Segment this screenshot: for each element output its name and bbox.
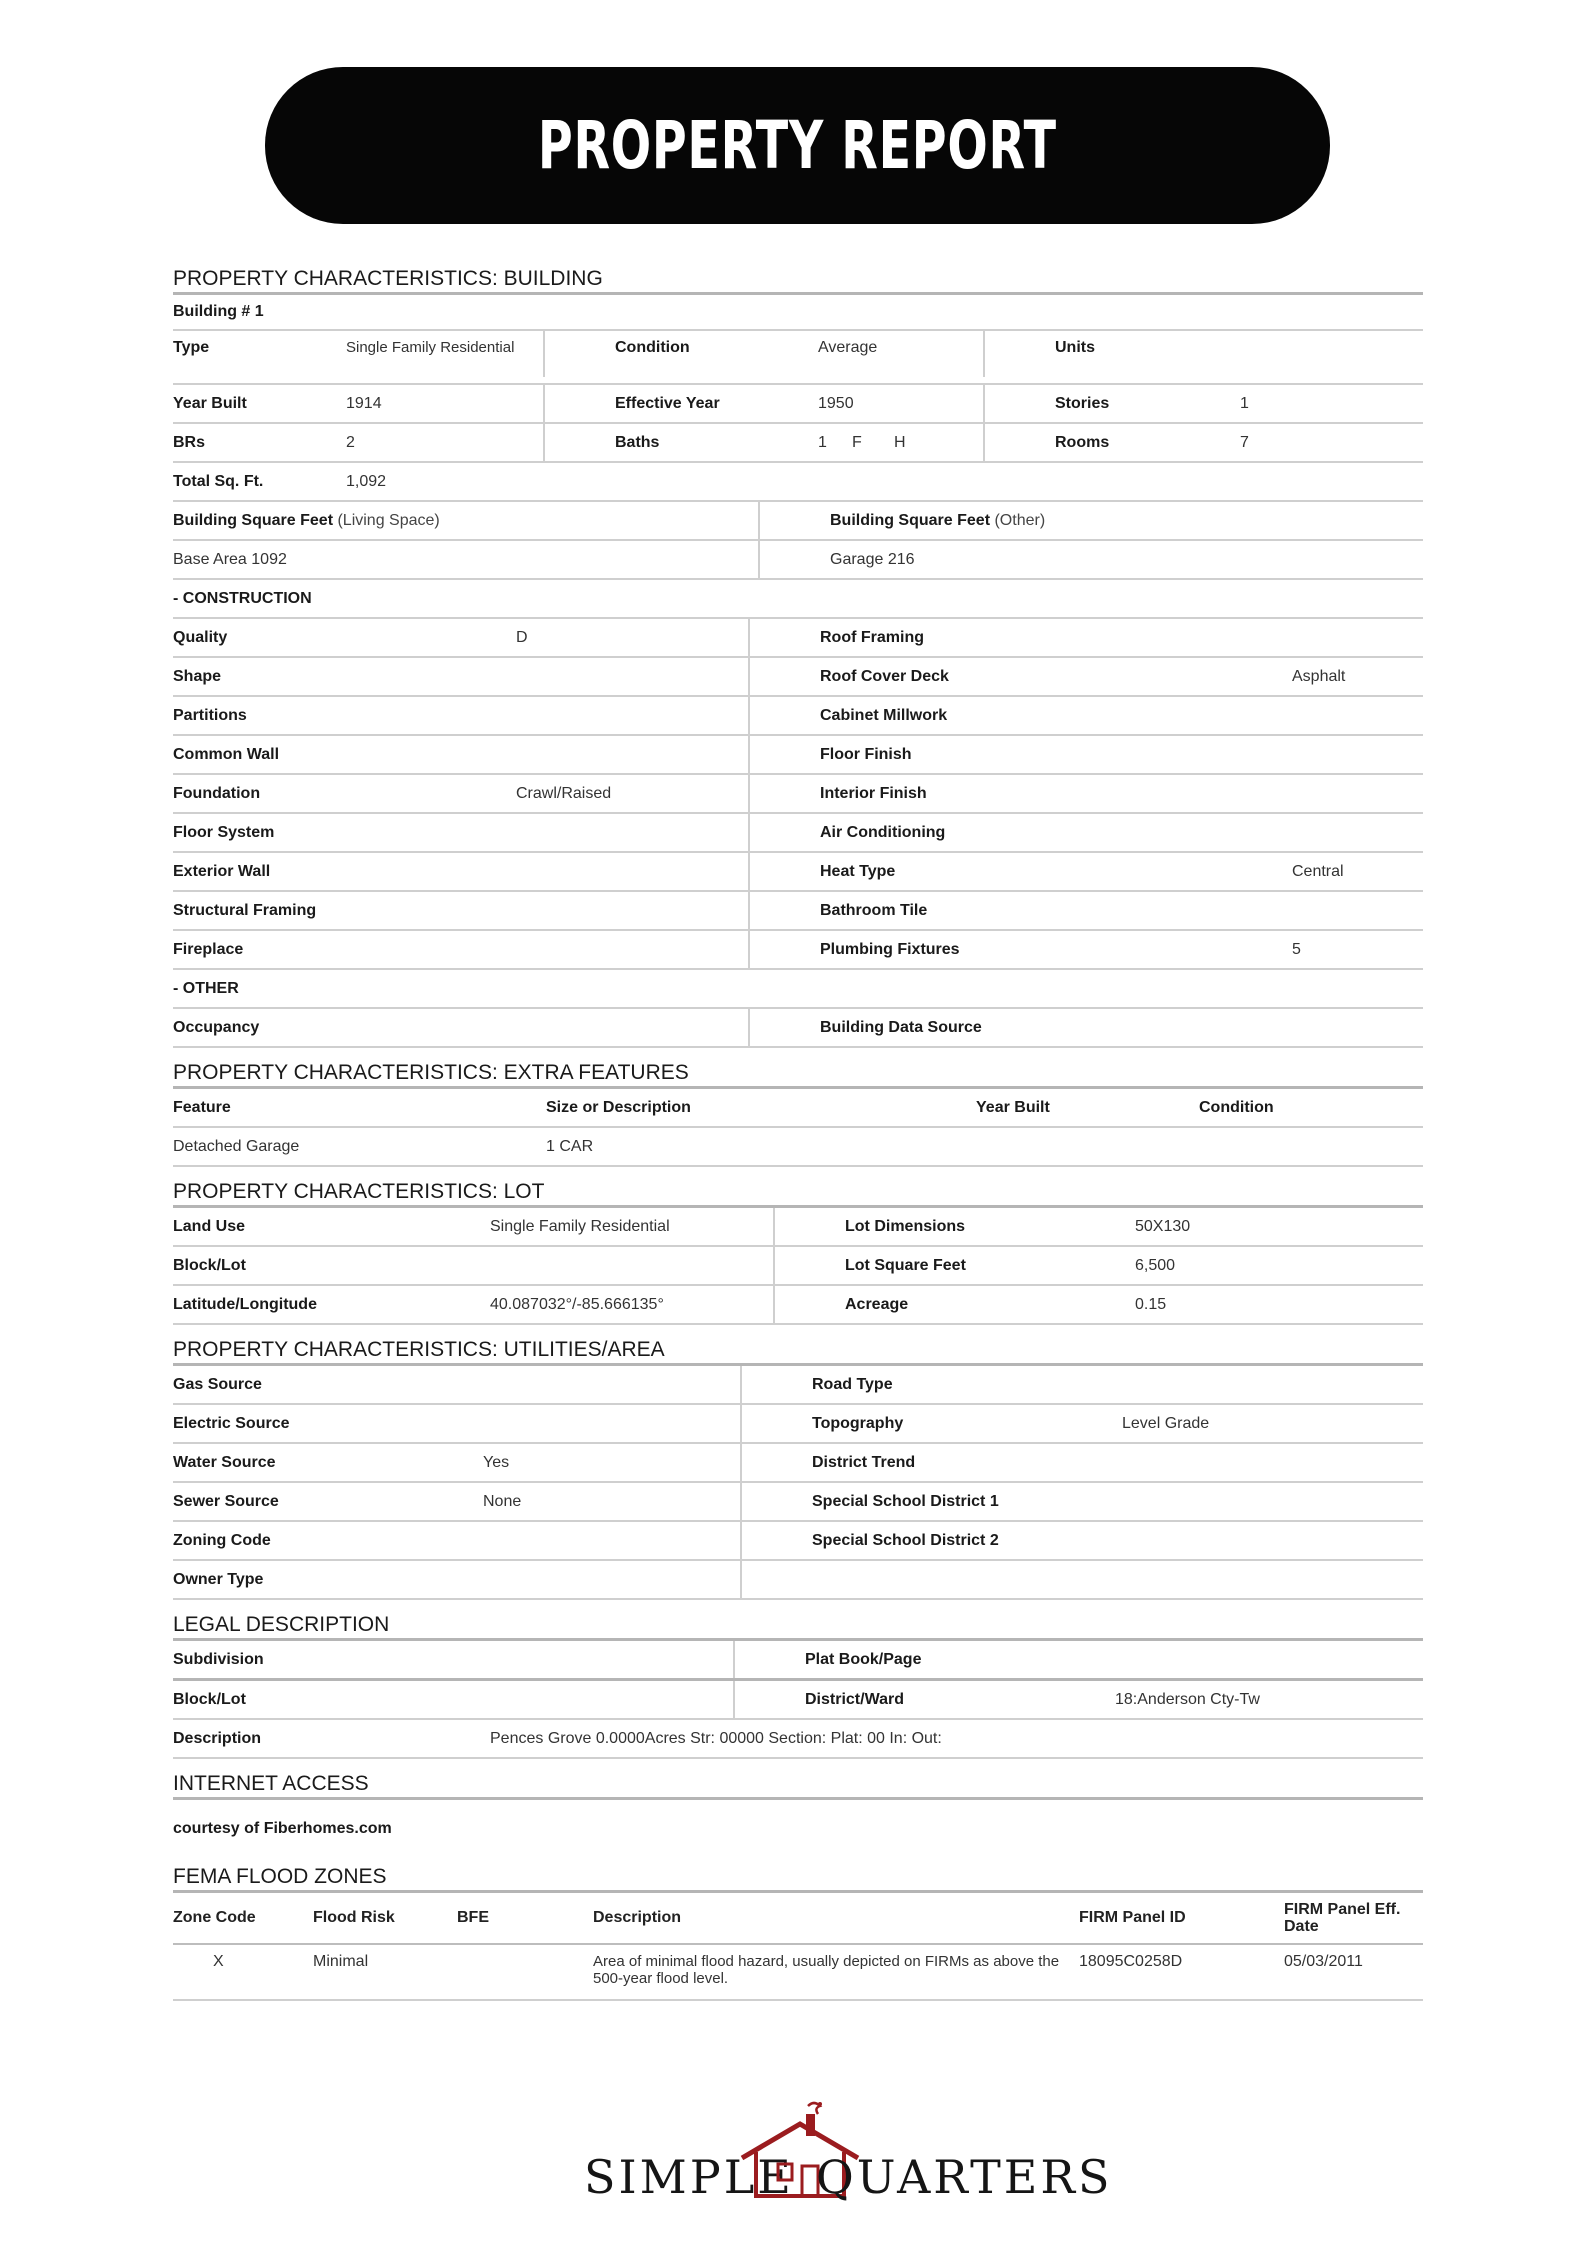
building-type-row [173,331,1423,385]
table-row [173,1128,1423,1167]
living-space-value: Base Area 1092 [173,550,287,568]
row-value: 50X130 [1135,1217,1191,1235]
row-label: Water Source [173,1453,276,1471]
section-internet-heading: INTERNET ACCESS [173,1767,1423,1800]
baths-label: Baths [615,433,660,451]
row-label: Road Type [812,1375,893,1393]
row-label: District Trend [812,1453,916,1471]
year-built-value: 1914 [346,394,382,412]
district-ward-value: 18:Anderson Cty-Tw [1115,1690,1260,1708]
living-space-sub: (Living Space) [337,511,440,529]
row-label: Shape [173,667,222,685]
living-space-label: Building Square Feet [173,511,334,529]
fema-header-date: FIRM Panel Eff. Date [1284,1901,1401,1935]
row-label: Structural Framing [173,901,317,919]
bedrooms-row [173,424,1423,463]
occupancy-label: Occupancy [173,1018,260,1036]
table-row [173,1286,1423,1325]
rooms-label: Rooms [1055,433,1110,451]
row-value: 0.15 [1135,1295,1167,1313]
row-value: D [516,628,528,646]
stories-value: 1 [1240,394,1249,412]
table-row [173,1405,1423,1444]
section-lot-heading: PROPERTY CHARACTERISTICS: LOT [173,1175,1423,1208]
table-row [173,931,1423,970]
brs-label: BRs [173,433,206,451]
table-row [173,1945,1423,2001]
row-label: Bathroom Tile [820,901,928,919]
subdivision-label: Subdivision [173,1650,264,1668]
table-row [173,658,1423,697]
report-title: PROPERTY REPORT [538,107,1057,184]
row-label: Floor System [173,823,275,841]
baths-h-marker: H [894,433,906,451]
fema-zone-value: X [213,1953,224,1970]
row-value: Level Grade [1122,1414,1210,1432]
row-label: Quality [173,628,228,646]
fema-header-bfe: BFE [457,1909,489,1926]
building-number: Building # 1 [173,303,264,320]
units-label: Units [1055,339,1095,356]
row-value: Yes [483,1453,510,1471]
logo-text-simple: SIMPLE [584,2150,794,2204]
row-label: Acreage [845,1295,909,1313]
section-utilities-heading: PROPERTY CHARACTERISTICS: UTILITIES/AREA [173,1333,1423,1366]
building-sqft-header-row [173,502,1423,541]
total-sqft-value: 1,092 [346,472,387,490]
fema-header-risk: Flood Risk [313,1909,395,1926]
row-label: Heat Type [820,862,896,880]
row-value: Single Family Residential [490,1217,670,1235]
table-row [173,1208,1423,1247]
row-label: Sewer Source [173,1492,279,1510]
brs-value: 2 [346,433,355,451]
extra-features-header [173,1089,1423,1128]
row-label: Land Use [173,1217,246,1235]
row-value: Asphalt [1292,667,1346,685]
extra-header-year: Year Built [976,1098,1050,1116]
occupancy-row [173,1009,1423,1048]
legal-subdivision-row [173,1641,1423,1681]
row-label: Topography [812,1414,904,1432]
fema-date-value: 05/03/2011 [1284,1953,1363,1970]
row-label: Lot Dimensions [845,1217,966,1235]
table-row [173,1444,1423,1483]
table-row [173,619,1423,658]
effective-year-label: Effective Year [615,394,720,412]
condition-label: Condition [615,339,690,356]
row-value: None [483,1492,522,1510]
row-label: Floor Finish [820,745,912,763]
internet-provider-text: courtesy of Fiberhomes.com [173,1820,392,1837]
section-building-heading: PROPERTY CHARACTERISTICS: BUILDING [173,262,1423,295]
row-label: Roof Framing [820,628,924,646]
other-space-value: Garage 216 [758,541,1423,578]
row-label: Foundation [173,784,261,802]
total-sqft-label: Total Sq. Ft. [173,472,264,490]
simple-quarters-logo [580,2100,1113,2204]
utilities-table [173,1366,1423,1600]
table-row [173,1483,1423,1522]
fema-header-description: Description [593,1909,682,1926]
total-sqft-row [173,463,1423,502]
row-value: 5 [1292,940,1301,958]
row-value: 40.087032°/-85.666135° [490,1295,664,1313]
type-label: Type [173,339,210,356]
legal-blocklot-label: Block/Lot [173,1690,246,1708]
extra-feature-name: Detached Garage [173,1137,300,1155]
building-data-source-label: Building Data Source [820,1018,982,1036]
row-label: Exterior Wall [173,862,271,880]
extra-header-feature: Feature [173,1098,231,1116]
other-heading-row [173,970,1423,1009]
table-row [173,1561,1423,1600]
table-row [173,814,1423,853]
row-label: Block/Lot [173,1256,246,1274]
table-row [173,1522,1423,1561]
row-value: Crawl/Raised [516,784,612,802]
row-label: Plumbing Fixtures [820,940,960,958]
row-label: Special School District 2 [812,1531,999,1549]
extra-header-condition: Condition [1199,1098,1274,1116]
effective-year-value: 1950 [818,394,854,412]
type-value: Single Family Residential [346,339,515,356]
building-number-row [173,295,1423,331]
fema-header-row [173,1893,1423,1945]
extra-header-size: Size or Description [546,1098,691,1116]
table-row [173,853,1423,892]
fema-risk-value: Minimal [313,1953,369,1970]
condition-value: Average [818,339,878,356]
fema-description-value: Area of minimal flood hazard, usually depicted on FIRMs as above the 500-year flood level. [593,1953,1060,1987]
report-body [173,262,1423,2001]
lot-table [173,1208,1423,1325]
table-row [173,736,1423,775]
legal-description-label: Description [173,1729,262,1747]
row-label: Special School District 1 [812,1492,999,1510]
table-row [173,1247,1423,1286]
stories-label: Stories [1055,394,1110,412]
year-built-row [173,385,1423,424]
other-space-sub: (Other) [994,511,1046,529]
table-row [173,775,1423,814]
year-built-label: Year Built [173,394,247,412]
fema-header-panel: FIRM Panel ID [1079,1909,1186,1926]
building-sqft-value-row [173,541,1423,580]
internet-row [173,1800,1423,1858]
baths-f-marker: F [852,433,862,451]
section-fema-heading: FEMA FLOOD ZONES [173,1860,1423,1893]
fema-header-zone: Zone Code [173,1909,256,1926]
baths-full-value: 1 [818,433,827,451]
row-label: Cabinet Millwork [820,706,948,724]
legal-description-row [173,1720,1423,1759]
row-value: Central [1292,862,1344,880]
logo-text-quarters: QUARTERS [816,2150,1113,2204]
row-label: Electric Source [173,1414,290,1432]
table-row [173,892,1423,931]
legal-blocklot-row [173,1681,1423,1720]
district-ward-label: District/Ward [805,1690,904,1708]
row-label: Roof Cover Deck [820,667,949,685]
fema-panel-value: 18095C0258D [1079,1953,1183,1970]
row-value: 6,500 [1135,1256,1176,1274]
plat-book-label: Plat Book/Page [805,1650,922,1668]
extra-feature-size: 1 CAR [546,1137,594,1155]
table-row [173,697,1423,736]
construction-table [173,619,1423,970]
construction-heading-row [173,580,1423,619]
row-label: Gas Source [173,1375,262,1393]
legal-description-value: Pences Grove 0.0000Acres Str: 00000 Section: Plat: 00 In: Out: [490,1729,942,1747]
row-label: Interior Finish [820,784,927,802]
row-label: Fireplace [173,940,244,958]
other-heading: - OTHER [173,979,239,997]
row-label: Air Conditioning [820,823,946,841]
report-banner [265,67,1330,224]
rooms-value: 7 [1240,433,1249,451]
section-legal-heading: LEGAL DESCRIPTION [173,1608,1423,1641]
row-label: Common Wall [173,745,280,763]
section-extra-features-heading: PROPERTY CHARACTERISTICS: EXTRA FEATURES [173,1056,1423,1089]
construction-heading: - CONSTRUCTION [173,589,312,607]
row-label: Lot Square Feet [845,1256,966,1274]
row-label: Latitude/Longitude [173,1295,317,1313]
row-label: Zoning Code [173,1531,271,1549]
other-space-label: Building Square Feet [830,511,991,529]
row-label: Owner Type [173,1570,264,1588]
table-row [173,1366,1423,1405]
row-label: Partitions [173,706,247,724]
